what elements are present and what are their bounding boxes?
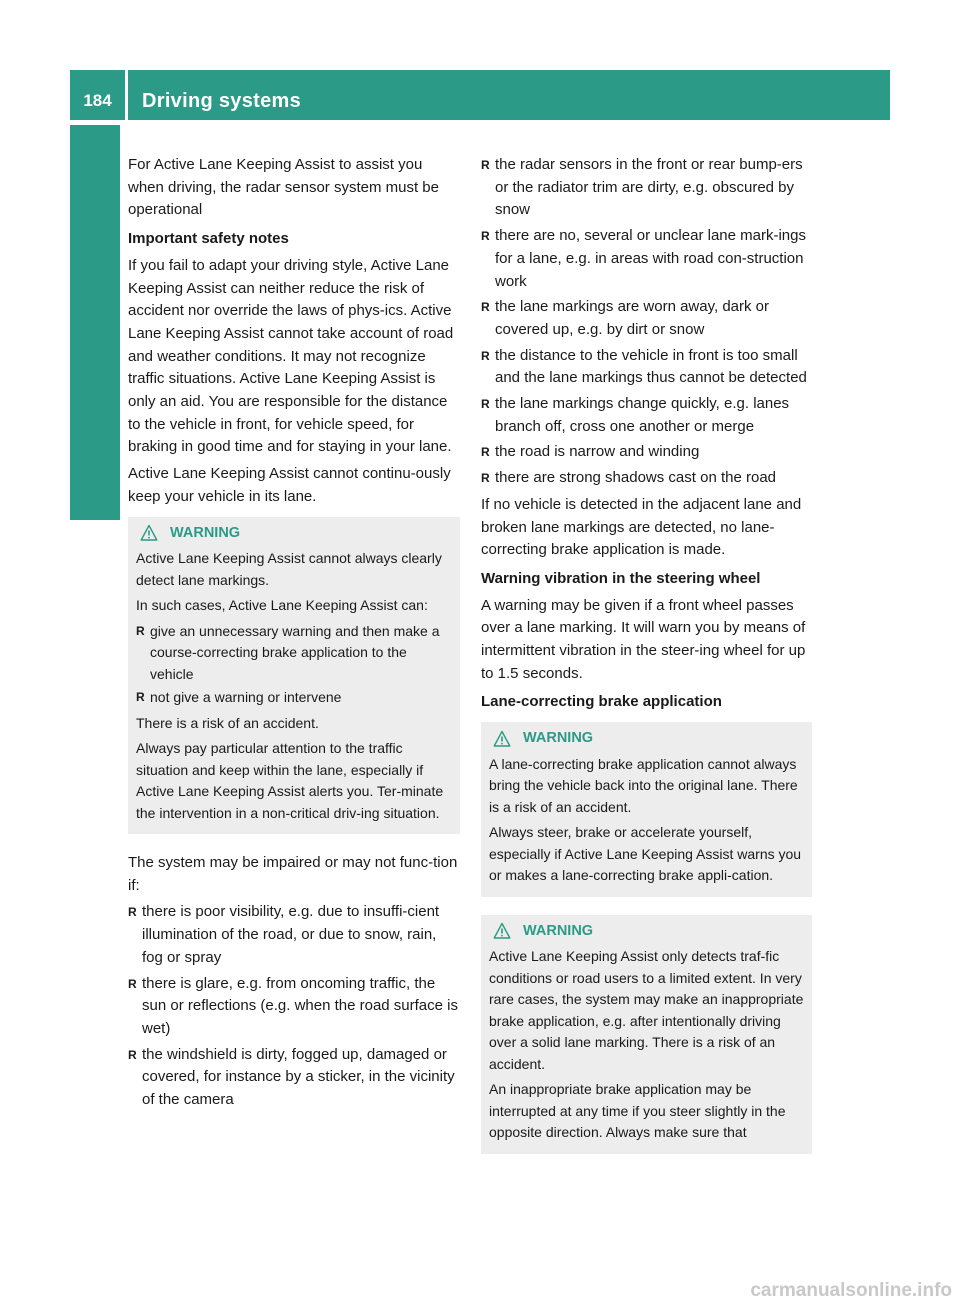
warning-header [136,523,452,545]
bullet-mark: R [481,471,490,486]
warning-title: WARNING [523,922,594,939]
warning-text: A lane-correcting brake application cannot always bring the vehicle back into the original lane. There is a risk of an accident. [489,755,798,815]
bullet-mark: R [481,397,490,412]
paragraph: The system may be impaired or may not func-tion if: [128,854,458,894]
paragraph: If no vehicle is detected in the adjacent lane and broken lane markings are detected, no lane-correcting brake application is made. [481,495,802,559]
watermark: carmanualsonline.info [750,1280,952,1301]
list-item-text: the lane markings change quickly, e.g. lanes branch off, cross one another or merge [495,395,790,435]
bullet-mark: R [128,905,137,920]
bullet-mark: R [481,445,490,460]
warning-triangle-icon [493,922,511,940]
bullet-mark: R [136,690,145,705]
paragraph: A warning may be given if a front wheel passes over a lane marking. It will warn you by means of intermittent vibration in the steer-ing wheel for up to 1.5 seconds. [481,596,806,682]
list-item-text: the radar sensors in the front or rear bump-ers or the radiator trim are dirty, e.g. obscured by snow [495,156,803,219]
warning-header [489,728,804,750]
warning-box [128,517,460,835]
left-column [128,154,460,1116]
warning-header [489,921,804,943]
header-divider [125,70,128,120]
list-item-text: there is poor visibility, e.g. due to insuffi-cient illumination of the road, or due to snow, rain, fog or spray [142,903,440,966]
section-title: Driving systems [142,90,302,112]
bullet-mark: R [128,976,137,991]
warning-text: Active Lane Keeping Assist cannot always clearly detect lane markings. [136,550,442,588]
warning-text: An inappropriate brake application may be interrupted at any time if you steer slightly in the opposite direction. Always make sure that [489,1081,786,1141]
list-item [481,441,812,464]
warning-box [481,915,812,1154]
side-chapter-label: Driving and parking [84,267,105,453]
warning-title: WARNING [523,730,594,747]
list-item-text: the distance to the vehicle in front is too small and the lane markings thus cannot be detected [495,346,807,387]
warning-list [136,621,452,709]
heading-lane-correcting-brake: Lane-correcting brake application [481,693,722,711]
warning-title: WARNING [170,524,241,541]
warning-text: Active Lane Keeping Assist only detects traf-fic conditions or road users to a limited extent. In very rare cases, the system may make an inappropriate brake application, e.g. after intentionally driving over a solid lane marking. There is a risk of an accident. [489,948,804,1072]
warning-text: Always steer, brake or accelerate yourself, especially if Active Lane Keeping Assist warns you or makes a lane-correcting brake appli-cation. [489,824,802,884]
bullet-mark: R [481,348,490,363]
list-item [128,973,460,1041]
warning-triangle-icon [140,524,158,542]
bullet-mark: R [481,158,490,172]
paragraph: If you fail to adapt your driving style, Active Lane Keeping Assist can neither reduce the risk of accident nor override the laws of phys-ics. Active Lane Keeping Assist cannot take account of road and weather conditions. It may not recognize traffic situations. Active Lane Keeping Assist is only an aid. You are responsible for the distance to the vehicle in front, for vehicle speed, for braking in good time and for staying in your lane. [128,256,454,456]
condition-list-continued [481,154,812,490]
list-item-text: there is glare, e.g. from oncoming traffic, the sun or reflections (e.g. when the road surface is wet) [142,974,458,1037]
list-item-text: give an unnecessary warning and then make a course-correcting brake application to the vehicle [150,622,440,682]
warning-box [481,722,812,897]
list-item [128,1044,460,1112]
warning-triangle-icon [493,730,511,748]
page-number: 184 [83,91,112,110]
list-item-text: the road is narrow and winding [495,443,700,461]
condition-list [128,901,460,1111]
heading-safety-notes: Important safety notes [128,230,289,248]
heading-warning-vibration: Warning vibration in the steering wheel [481,569,761,587]
list-item [136,687,452,709]
paragraph: For Active Lane Keeping Assist to assist you when driving, the radar sensor system must be operational [128,156,439,219]
list-item-text: not give a warning or intervene [150,689,342,706]
list-item [481,296,812,341]
list-item-text: the lane markings are worn away, dark or covered up, e.g. by dirt or snow [495,298,770,338]
bullet-mark: R [481,300,490,315]
warning-text: Always pay particular attention to the traffic situation and keep within the lane, especially if Active Lane Keeping Assist alerts you. Ter-minate the intervention in a non-critical driv-ing situation. [136,740,444,821]
right-column [481,154,812,1172]
list-item-text: there are strong shadows cast on the road [495,469,777,487]
warning-text: There is a risk of an accident. [136,714,319,731]
warning-text: In such cases, Active Lane Keeping Assist can: [136,597,428,614]
list-item [136,621,452,686]
list-item-text: there are no, several or unclear lane mark-ings for a lane, e.g. in areas with road con-struction work [495,227,806,290]
list-item-text: the windshield is dirty, fogged up, damaged or covered, for instance by a sticker, in the vicinity of the camera [142,1045,455,1109]
list-item [128,901,460,969]
list-item [481,393,812,438]
list-item [481,467,812,490]
list-item [481,345,812,390]
bullet-mark: R [128,1047,137,1062]
bullet-mark: R [136,623,145,638]
bullet-mark: R [481,229,490,244]
list-item [481,154,812,222]
list-item [481,225,812,293]
paragraph: Active Lane Keeping Assist cannot continu-ously keep your vehicle in its lane. [128,465,451,505]
